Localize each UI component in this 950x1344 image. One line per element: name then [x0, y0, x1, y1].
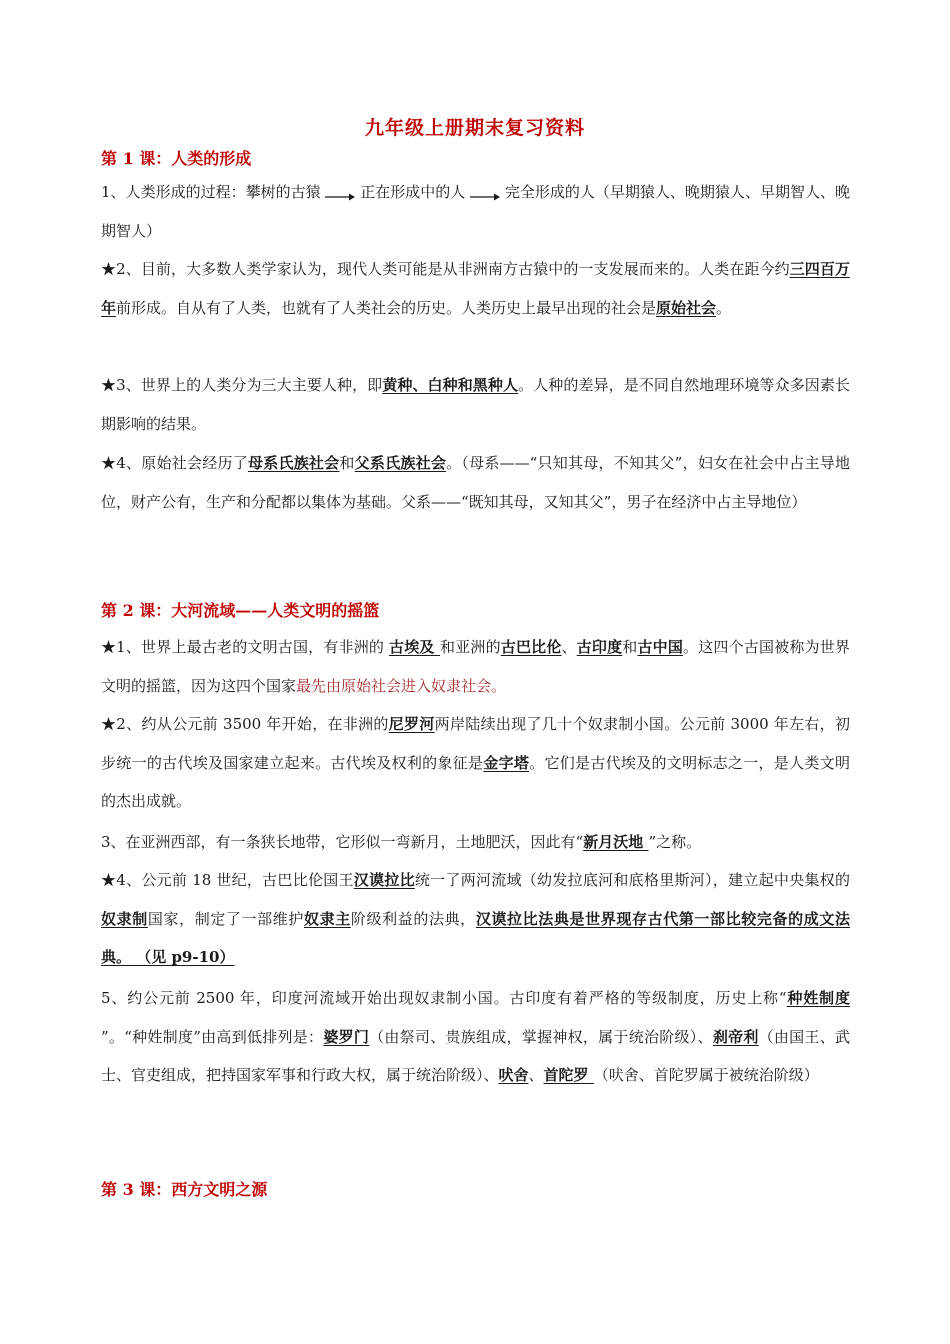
- text-segment: ”。“种姓制度”由高到低排列是：: [101, 1027, 324, 1046]
- document-title: 九年级上册期末复习资料: [364, 117, 585, 139]
- l2-paragraph-3: [101, 823, 850, 862]
- text-segment: ★2、约从公元前 3500 年开始，在非洲的: [101, 715, 389, 733]
- text-segment: ★4、公元前 18 世纪，古巴比伦国王: [101, 871, 354, 889]
- text-segment: 3、在亚洲西部，有一条狭长地带，它形似一弯新月，土地肥沃，因此有“: [101, 833, 584, 851]
- text-segment: 两岸陆续出现了几十个奴隶制小国。公元前 3000 年左右，初步统一的古代埃及国家建立起来。古代埃及权利的象征是: [101, 715, 850, 772]
- key-term: 三四百万年: [101, 260, 850, 317]
- text-segment: 国家，制定了一部维护: [147, 909, 305, 928]
- text-segment: ”之称。: [648, 833, 702, 851]
- lesson-1-heading: 第 1 课：人类的形成: [101, 149, 252, 168]
- key-term: 古印度: [576, 638, 623, 656]
- key-term: 黄种、白种和黑种人: [382, 376, 519, 394]
- l1-paragraph-1: [101, 173, 850, 250]
- text-segment: ★2、目前，大多数人类学家认为，现代人类可能是从非洲南方古猿中的一支发展而来的。人类在距今约: [101, 260, 790, 278]
- key-term: 新月沃地: [583, 833, 649, 851]
- text-segment: 。（母系——“只知其母，不知其父”，妇女在社会中占主导地位，财产公有，生产和分配都以集体为基础。父系——“既知其母，又知其父”，男子在经济中占主导地位）: [101, 454, 850, 511]
- text-segment: 。这四个古国被称为世界文明的摇篮，因为这四个国家: [101, 638, 850, 695]
- text-segment: （由祭司、贵族组成，掌握神权，属于统治阶级）、: [369, 1027, 713, 1046]
- key-term: 尼罗河: [388, 715, 435, 733]
- key-term: 奴隶制: [101, 909, 148, 928]
- key-term: 母系氏族社会: [247, 454, 340, 472]
- key-term: 古巴比伦: [500, 638, 562, 656]
- key-term: 婆罗门: [323, 1027, 370, 1046]
- text-segment: 。它们是古代埃及的文明标志之一，是人类文明的杰出成就。: [101, 753, 850, 810]
- text-segment: 和: [622, 638, 638, 656]
- l2-paragraph-4: [101, 861, 850, 977]
- l1-paragraph-4: [101, 444, 850, 521]
- key-term: 古中国: [637, 638, 684, 656]
- l2-paragraph-5: [101, 979, 850, 1095]
- key-term: 奴隶主: [304, 909, 351, 928]
- text-segment: 阶级利益的法典，: [350, 909, 476, 928]
- l2-paragraph-1: [101, 628, 850, 705]
- key-term: 原始社会: [656, 298, 717, 317]
- text-segment: 5、约公元前 2500 年，印度河流域开始出现奴隶制小国。古印度有着严格的等级制度，历史上称“: [101, 989, 787, 1007]
- text-segment: 、: [528, 1066, 544, 1084]
- text-segment: 和亚洲的: [440, 638, 501, 656]
- text-segment: 统一了两河流域（幼发拉底河和底格里斯河），建立起中央集权的: [414, 871, 850, 889]
- text-segment: 。: [716, 298, 732, 317]
- l1-paragraph-3: [101, 366, 850, 443]
- arrow-right-icon: [325, 192, 355, 202]
- key-term: 刹帝利: [712, 1027, 759, 1046]
- l1-paragraph-2: [101, 250, 850, 327]
- arrow-right-icon: [470, 192, 500, 202]
- key-term: 父系氏族社会: [354, 454, 447, 472]
- text-segment: 完全形成的人（早期猿人、晚期猿人、早期智人、晚期智人）: [101, 183, 850, 240]
- lesson-3-heading: 第 3 课：西方文明之源: [101, 1180, 268, 1199]
- text-segment: 。人种的差异，是不同自然地理环境等众多因素长期影响的结果。: [101, 376, 850, 433]
- l2-paragraph-2: [101, 705, 850, 821]
- text-segment: 和: [339, 454, 355, 472]
- key-term: 首陀罗: [543, 1066, 594, 1084]
- text-segment: ★3、世界上的人类分为三大主要人种，即: [101, 376, 383, 394]
- key-term: 金字塔: [483, 753, 530, 772]
- text-segment: 前形成。自从有了人类，也就有了人类社会的历史。人类历史上最早出现的社会是: [116, 298, 657, 317]
- emphasis-text: 最先由原始社会进入奴隶社会。: [296, 676, 507, 695]
- key-term: 汉谟拉比法典是世界现存古代第一部比较完备的成文法典。 （见 p9-10）: [101, 909, 850, 966]
- text-segment: 1、人类形成的过程：攀树的古猿: [101, 183, 326, 201]
- key-term: 古埃及: [389, 638, 441, 656]
- text-segment: ★1、世界上最古老的文明古国，有非洲的: [101, 638, 390, 656]
- key-term: 种姓制度: [786, 989, 850, 1007]
- text-segment: 、: [561, 638, 577, 656]
- key-term: 汉谟拉比: [353, 871, 415, 889]
- lesson-2-heading: 第 2 课：大河流域——人类文明的摇篮: [101, 601, 380, 620]
- text-segment: （吠舍、首陀罗属于被统治阶级）: [593, 1066, 819, 1084]
- text-segment: 正在形成中的人: [355, 183, 471, 201]
- key-term: 吠舍: [498, 1066, 529, 1084]
- text-segment: ★4、原始社会经历了: [101, 454, 248, 472]
- text-segment: （由国王、武士、官吏组成，把持国家军事和行政大权，属于统治阶级）、: [101, 1027, 850, 1084]
